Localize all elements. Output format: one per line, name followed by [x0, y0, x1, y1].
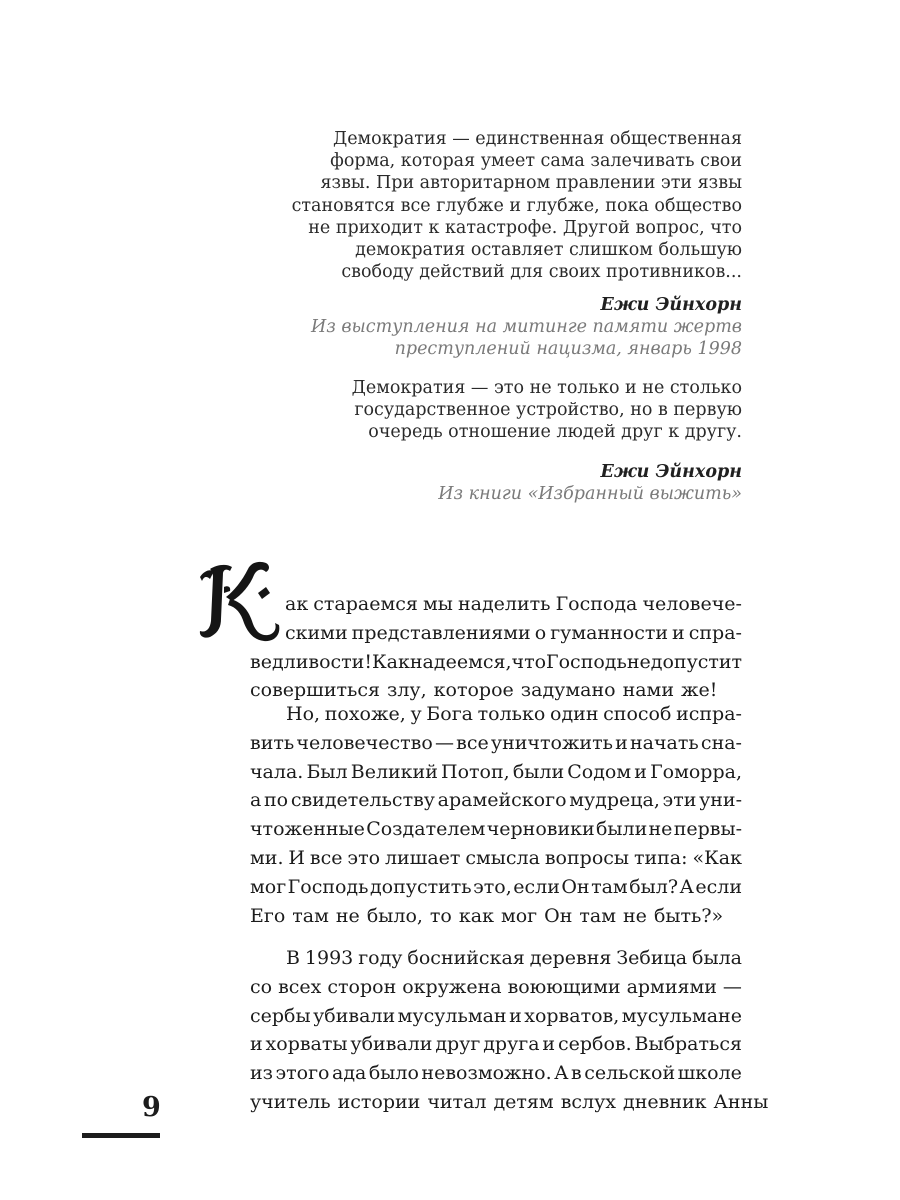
- epigraph-line: демократия оставляет слишком большую: [355, 240, 742, 261]
- word: друга: [483, 1033, 540, 1056]
- word: скими: [285, 621, 348, 644]
- word: всех: [278, 975, 322, 998]
- word: Но,: [286, 703, 321, 725]
- word: вить: [250, 731, 295, 754]
- word: способ: [603, 703, 672, 725]
- word: убивали: [313, 1004, 396, 1027]
- word: мудреца,: [569, 789, 660, 812]
- word: А: [679, 875, 694, 898]
- word: А: [554, 1062, 569, 1085]
- word: были: [595, 818, 648, 841]
- word: Создателем: [366, 818, 486, 841]
- word: там: [591, 875, 628, 898]
- word: друг: [435, 1033, 481, 1056]
- word: там: [292, 904, 329, 927]
- word: спра-: [688, 621, 742, 644]
- dropcap-letter-k: [196, 557, 282, 643]
- word: совершиться: [250, 679, 380, 702]
- word: уничтожить: [490, 731, 613, 754]
- word: истории: [337, 1090, 421, 1113]
- paragraph-line: [285, 619, 742, 648]
- word: ада: [332, 1062, 367, 1085]
- body-paragraph-2: [250, 700, 742, 930]
- epigraph-quote-1: [282, 128, 742, 283]
- word: не: [626, 650, 651, 673]
- word: допустит: [650, 650, 743, 673]
- epigraph-source: преступлений нацизма, январь 1998: [394, 339, 742, 360]
- word: человече-: [642, 593, 742, 615]
- word: Потоп,: [441, 760, 510, 783]
- epigraph-line: форма, которая умеет сама залечивать свои: [330, 151, 742, 172]
- word: из: [250, 1062, 274, 1085]
- word: —: [434, 731, 454, 754]
- word: по: [264, 789, 289, 812]
- word: мог: [500, 904, 538, 927]
- word: и: [542, 1033, 556, 1056]
- paragraph-line: [250, 648, 742, 677]
- word: Великий: [350, 760, 438, 783]
- word: Его: [250, 904, 286, 927]
- word: нами: [622, 679, 674, 702]
- word: допустить: [369, 875, 472, 898]
- word: и: [634, 760, 647, 783]
- epigraph-line: не приходит к катастрофе. Другой вопрос, что: [308, 217, 742, 238]
- word: же!: [681, 679, 718, 702]
- word: вопросы: [544, 846, 630, 869]
- word: и: [509, 1004, 522, 1027]
- word: и: [250, 1033, 263, 1056]
- word: ми.: [250, 846, 284, 869]
- word: чала.: [250, 760, 304, 783]
- word: один: [550, 703, 599, 725]
- paragraph-line: [250, 1002, 742, 1031]
- word: Как: [371, 650, 410, 673]
- word: году: [358, 947, 403, 969]
- word: было,: [366, 904, 423, 927]
- epigraph-attribution-1: [282, 294, 742, 361]
- word: мы: [422, 593, 453, 615]
- paragraph-line: [250, 873, 742, 902]
- epigraph-author: Ежи Эйнхорн: [600, 462, 742, 482]
- word: Анны: [713, 1090, 769, 1113]
- word: арамейского: [437, 789, 567, 812]
- epigraph-line: становятся все глубже и глубже, пока общество: [291, 195, 742, 216]
- word: Господь: [546, 650, 627, 673]
- word: не: [648, 818, 673, 841]
- word: первы-: [673, 818, 742, 841]
- word: воюющими: [507, 975, 621, 998]
- word: были: [512, 760, 565, 783]
- word: свидетельству: [290, 789, 435, 812]
- word: хорваты: [265, 1033, 348, 1056]
- epigraph-line: свободу действий для своих противников...: [341, 262, 742, 283]
- word: учитель: [250, 1090, 331, 1113]
- word: Выбраться: [634, 1033, 742, 1056]
- word: стараемся: [313, 593, 418, 615]
- word: если: [695, 875, 742, 898]
- word: и: [672, 621, 685, 644]
- word: задумано: [520, 679, 616, 702]
- word: надеемся,: [409, 650, 512, 673]
- word: сельской: [584, 1062, 676, 1085]
- word: ак: [285, 593, 309, 615]
- word: у: [410, 703, 422, 725]
- word: Он: [544, 904, 573, 927]
- word: школе: [677, 1062, 742, 1085]
- word: хорватов,: [524, 1004, 620, 1027]
- word: была: [692, 947, 742, 969]
- paragraph-line: [250, 729, 742, 758]
- word: чтоженные: [250, 818, 365, 841]
- word: если: [513, 875, 560, 898]
- word: в: [571, 1062, 582, 1085]
- word: быть?»: [653, 904, 724, 927]
- paragraph-line: [250, 902, 742, 931]
- word: которое: [433, 679, 514, 702]
- word: представлениями: [351, 621, 531, 644]
- word: невозможно.: [421, 1062, 552, 1085]
- word: дневник: [623, 1090, 707, 1113]
- paragraph-line: [250, 973, 742, 1002]
- paragraph-line: [250, 700, 742, 729]
- word: сна-: [700, 731, 742, 754]
- word: Зебица: [616, 947, 688, 969]
- word: был?: [629, 875, 679, 898]
- word: гуманности: [550, 621, 669, 644]
- page-number-rule: [82, 1133, 160, 1138]
- word: со: [250, 975, 273, 998]
- word: Гоморра,: [650, 760, 742, 783]
- word: этого: [275, 1062, 330, 1085]
- epigraph-line: государственное устройство, но в первую: [354, 400, 742, 421]
- word: это,: [473, 875, 512, 898]
- word: сербы: [250, 1004, 311, 1027]
- epigraph-line: язвы. При авторитарном правлении эти язвы: [320, 173, 742, 194]
- word: боснийская: [407, 947, 525, 969]
- word: окружена: [402, 975, 502, 998]
- epigraph-line: Демократия — это не только и не столько: [351, 378, 742, 398]
- word: деревня: [529, 947, 612, 969]
- word: человечество: [296, 731, 433, 754]
- page-number: 9: [142, 1092, 161, 1123]
- epigraph-line: очередь отношение людей друг к другу.: [368, 422, 742, 443]
- word: мог: [250, 875, 287, 898]
- word: это: [347, 846, 381, 869]
- epigraph-quote-2: [282, 377, 742, 444]
- paragraph-line: [250, 786, 742, 815]
- word: В: [286, 947, 300, 969]
- word: 1993: [304, 947, 354, 969]
- word: все: [456, 731, 489, 754]
- word: читал: [427, 1090, 487, 1113]
- word: не: [623, 904, 647, 927]
- word: лишает: [384, 846, 461, 869]
- body-paragraph-1: [250, 590, 743, 705]
- word: И: [288, 846, 305, 869]
- word: все: [309, 846, 343, 869]
- paragraph-line: [250, 815, 742, 844]
- word: мусульман: [397, 1004, 507, 1027]
- word: типа:: [633, 846, 688, 869]
- word: Господа: [555, 593, 638, 615]
- word: начать: [629, 731, 699, 754]
- word: ведливости!: [250, 650, 372, 673]
- paragraph-line: [250, 1059, 742, 1088]
- word: а: [250, 789, 262, 812]
- word: черновики: [486, 818, 595, 841]
- word: «Как: [692, 846, 742, 869]
- word: мусульмане: [621, 1004, 742, 1027]
- word: похоже,: [324, 703, 406, 725]
- paragraph-line: [250, 844, 742, 873]
- word: наделить: [457, 593, 551, 615]
- epigraph-line: Демократия — единственная общественная: [332, 129, 742, 149]
- word: там: [579, 904, 617, 927]
- word: Содом: [567, 760, 632, 783]
- word: уни-: [699, 789, 742, 812]
- epigraph-author: Ежи Эйнхорн: [600, 295, 742, 315]
- word: Он: [561, 875, 590, 898]
- word: не: [335, 904, 360, 927]
- word: злу,: [387, 679, 427, 702]
- word: армиями: [626, 975, 717, 998]
- word: испра-: [676, 703, 742, 725]
- word: то: [429, 904, 452, 927]
- word: эти: [662, 789, 697, 812]
- paragraph-line: [285, 590, 742, 619]
- word: детям: [493, 1090, 554, 1113]
- epigraph-attribution-2: [282, 461, 742, 505]
- paragraph-line: [250, 944, 742, 973]
- word: Бога: [426, 703, 473, 725]
- word: сторон: [327, 975, 397, 998]
- paragraph-line: [250, 1088, 769, 1117]
- word: —: [722, 975, 742, 998]
- body-paragraph-3: [250, 944, 769, 1117]
- word: о: [534, 621, 547, 644]
- word: Был: [306, 760, 348, 783]
- word: Господь: [287, 875, 369, 898]
- word: сербов.: [557, 1033, 632, 1056]
- word: только: [477, 703, 546, 725]
- word: убивали: [350, 1033, 433, 1056]
- word: и: [615, 731, 628, 754]
- word: было: [368, 1062, 419, 1085]
- word: вслух: [560, 1090, 617, 1113]
- word: смысла: [465, 846, 540, 869]
- paragraph-line: [250, 758, 742, 787]
- epigraph-source: Из выступления на митинге памяти жертв: [311, 317, 742, 338]
- word: что: [511, 650, 547, 673]
- paragraph-line: [250, 1030, 742, 1059]
- word: как: [458, 904, 494, 927]
- epigraph-source: Из книги «Избранный выжить»: [438, 484, 742, 505]
